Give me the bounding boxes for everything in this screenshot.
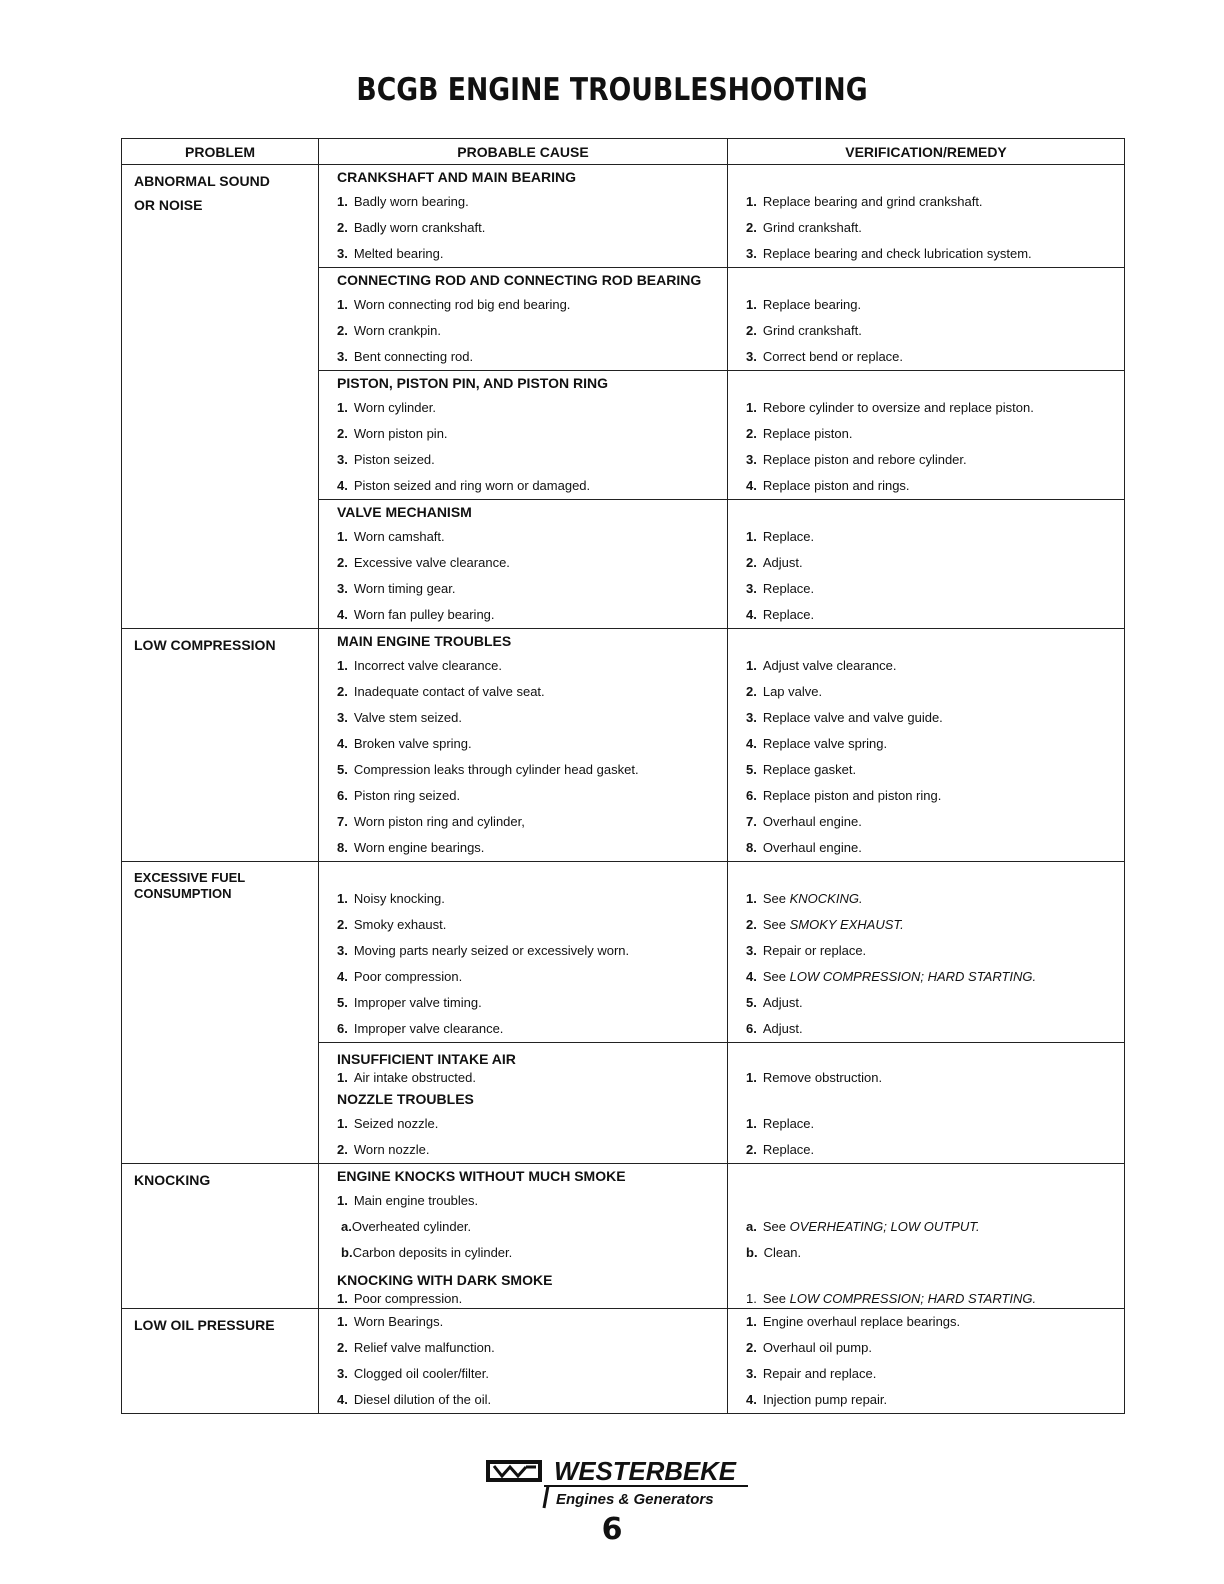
- page-title: BCGB ENGINE TROUBLESHOOTING: [356, 72, 868, 108]
- list-item: b.Carbon deposits in cylinder.: [341, 1245, 513, 1260]
- section-title: INSUFFICIENT INTAKE AIR: [337, 1051, 516, 1067]
- remedy-cell: [728, 1164, 1125, 1309]
- remedy-cell: [728, 629, 1125, 862]
- problem-text: EXCESSIVE FUEL: [134, 870, 246, 885]
- section-title: CONNECTING ROD AND CONNECTING ROD BEARING: [337, 272, 702, 288]
- list-item: 3. Repair or replace.: [746, 943, 867, 958]
- list-item: 1. Seized nozzle.: [337, 1116, 439, 1131]
- list-item: 2. See SMOKY EXHAUST.: [746, 917, 904, 932]
- cause-cell: [319, 268, 728, 371]
- list-item: 4. See LOW COMPRESSION; HARD STARTING.: [746, 969, 1037, 984]
- list-item: 1. Replace bearing and grind crankshaft.: [746, 194, 983, 209]
- list-item: 2. Grind crankshaft.: [746, 220, 862, 235]
- table-row: [122, 629, 1125, 862]
- problem-low-compression: LOW COMPRESSION: [134, 637, 276, 653]
- list-item: 3. Valve stem seized.: [337, 710, 462, 725]
- list-item: 3. Replace valve and valve guide.: [746, 710, 943, 725]
- table-row: [122, 165, 1125, 268]
- list-item: 5. Replace gasket.: [746, 762, 857, 777]
- header-cause: PROBABLE CAUSE: [319, 139, 728, 165]
- problem-cell: [122, 1309, 319, 1414]
- list-item: 4. Broken valve spring.: [337, 736, 472, 751]
- list-item: 8. Worn engine bearings.: [337, 840, 485, 855]
- list-item: 7. Overhaul engine.: [746, 814, 862, 829]
- table-row: [122, 862, 1125, 1043]
- cause-cell: [319, 371, 728, 500]
- problem-text: OR NOISE: [134, 197, 203, 213]
- problem-cell: [122, 629, 319, 862]
- problem-low-oil-pressure: LOW OIL PRESSURE: [134, 1317, 275, 1333]
- list-item: 2. Adjust.: [746, 555, 803, 570]
- list-item: 1. Worn connecting rod big end bearing.: [337, 297, 571, 312]
- section-title: MAIN ENGINE TROUBLES: [337, 633, 512, 649]
- list-item: 2. Excessive valve clearance.: [337, 555, 510, 570]
- list-item: 4. Replace piston and rings.: [746, 478, 910, 493]
- problem-text: CONSUMPTION: [134, 886, 232, 901]
- list-item: 5. Adjust.: [746, 995, 803, 1010]
- cause-cell: [319, 1043, 728, 1164]
- problem-knocking: KNOCKING: [134, 1172, 211, 1188]
- section-title: PISTON, PISTON PIN, AND PISTON RING: [337, 375, 608, 391]
- list-item: 1. Rebore cylinder to oversize and replace piston.: [746, 400, 1034, 415]
- section-title: NOZZLE TROUBLES: [337, 1091, 474, 1107]
- list-item: 1. Replace.: [746, 529, 815, 544]
- cause-cell: [319, 629, 728, 862]
- problem-cell: [122, 1164, 319, 1309]
- list-item: 2. Worn crankpin.: [337, 323, 442, 338]
- list-item: 2. Grind crankshaft.: [746, 323, 862, 338]
- list-item: 5. Compression leaks through cylinder head gasket.: [337, 762, 639, 777]
- list-item: a. See OVERHEATING; LOW OUTPUT.: [746, 1219, 980, 1234]
- list-item: 4. Piston seized and ring worn or damaged.: [337, 478, 591, 493]
- list-item: 4. Diesel dilution of the oil.: [337, 1392, 492, 1407]
- list-item: 3. Correct bend or replace.: [746, 349, 904, 364]
- list-item: 1. Remove obstruction.: [746, 1070, 883, 1085]
- list-item: 3. Moving parts nearly seized or excessively worn.: [337, 943, 630, 958]
- list-item: 1. Main engine troubles.: [337, 1193, 479, 1208]
- cause-cell: [319, 500, 728, 629]
- cause-cell: [319, 1309, 728, 1414]
- list-item: 3. Replace piston and rebore cylinder.: [746, 452, 967, 467]
- list-item: 4. Replace valve spring.: [746, 736, 888, 751]
- remedy-cell: [728, 500, 1125, 629]
- list-item: 6. Replace piston and piston ring.: [746, 788, 942, 803]
- list-item: 1. Engine overhaul replace bearings.: [746, 1314, 961, 1329]
- problem-excessive-fuel: [122, 862, 318, 902]
- remedy-cell: [728, 1043, 1125, 1164]
- list-item: 3. Melted bearing.: [337, 246, 444, 261]
- list-item: 2. Smoky exhaust.: [337, 917, 447, 932]
- list-item: 2. Worn piston pin.: [337, 426, 448, 441]
- list-item: b. Clean.: [746, 1245, 802, 1260]
- section-title: ENGINE KNOCKS WITHOUT MUCH SMOKE: [337, 1168, 626, 1184]
- westerbeke-logo: [486, 1456, 756, 1516]
- list-item: a.Overheated cylinder.: [341, 1219, 472, 1234]
- list-item: 2. Replace.: [746, 1142, 815, 1157]
- list-item: 4. Injection pump repair.: [746, 1392, 888, 1407]
- list-item: 3. Replace bearing and check lubrication system.: [746, 246, 1032, 261]
- table-header-row: [122, 139, 1125, 165]
- logo-tagline: Engines & Generators: [556, 1491, 714, 1508]
- list-item: 2. Inadequate contact of valve seat.: [337, 684, 545, 699]
- list-item: 1. Worn cylinder.: [337, 400, 436, 415]
- list-item: 2. Relief valve malfunction.: [337, 1340, 495, 1355]
- list-item: 5. Improper valve timing.: [337, 995, 482, 1010]
- section-title: CRANKSHAFT AND MAIN BEARING: [337, 169, 577, 185]
- cause-cell: [319, 1164, 728, 1309]
- list-item: 3. Replace.: [746, 581, 815, 596]
- troubleshooting-table: [121, 138, 1125, 1414]
- header-problem: PROBLEM: [122, 139, 319, 165]
- list-item: 2. Replace piston.: [746, 426, 853, 441]
- remedy-cell: [728, 268, 1125, 371]
- list-item: 2. Badly worn crankshaft.: [337, 220, 486, 235]
- list-item: 1. Replace.: [746, 1116, 815, 1131]
- list-item: 1. Poor compression.: [337, 1291, 463, 1306]
- remedy-cell: [728, 1309, 1125, 1414]
- list-item: 3. Worn timing gear.: [337, 581, 456, 596]
- list-item: 2. Overhaul oil pump.: [746, 1340, 872, 1355]
- list-item: 1. See KNOCKING.: [746, 891, 863, 906]
- problem-abnormal-sound: [122, 165, 318, 217]
- page-number: 6: [601, 1512, 623, 1547]
- list-item: 4. Replace.: [746, 607, 815, 622]
- list-item: 3. Bent connecting rod.: [337, 349, 474, 364]
- list-item: 4. Poor compression.: [337, 969, 463, 984]
- list-item: 1. Replace bearing.: [746, 297, 862, 312]
- list-item: 1. Air intake obstructed.: [337, 1070, 476, 1085]
- problem-cell: [122, 165, 319, 629]
- list-item: 8. Overhaul engine.: [746, 840, 862, 855]
- list-item: 3. Clogged oil cooler/filter.: [337, 1366, 489, 1381]
- section-title: VALVE MECHANISM: [337, 504, 472, 520]
- list-item: 2. Lap valve.: [746, 684, 823, 699]
- list-item: 1. Worn camshaft.: [337, 529, 445, 544]
- list-item: 1. Noisy knocking.: [337, 891, 445, 906]
- table-row: [122, 1309, 1125, 1414]
- list-item: 6. Piston ring seized.: [337, 788, 461, 803]
- list-item: 1. Badly worn bearing.: [337, 194, 469, 209]
- list-item: 6. Improper valve clearance.: [337, 1021, 504, 1036]
- list-item: 6. Adjust.: [746, 1021, 803, 1036]
- list-item: 1. Incorrect valve clearance.: [337, 658, 502, 673]
- list-item: 3. Repair and replace.: [746, 1366, 877, 1381]
- cause-cell: [319, 862, 728, 1043]
- list-item: 1. Adjust valve clearance.: [746, 658, 897, 673]
- list-item: 7. Worn piston ring and cylinder,: [337, 814, 525, 829]
- logo-brand: WESTERBEKE: [554, 1456, 737, 1486]
- list-item: 3. Piston seized.: [337, 452, 435, 467]
- cause-cell: [319, 165, 728, 268]
- list-item: 1. Worn Bearings.: [337, 1314, 444, 1329]
- westerbeke-logo-mark: [486, 1456, 756, 1516]
- list-item: 2. Worn nozzle.: [337, 1142, 430, 1157]
- remedy-cell: [728, 862, 1125, 1043]
- section-title: KNOCKING WITH DARK SMOKE: [337, 1272, 553, 1288]
- list-item: 1. See LOW COMPRESSION; HARD STARTING.: [746, 1291, 1037, 1306]
- problem-text: ABNORMAL SOUND: [134, 173, 270, 189]
- list-item: 4. Worn fan pulley bearing.: [337, 607, 495, 622]
- remedy-cell: [728, 165, 1125, 268]
- remedy-cell: [728, 371, 1125, 500]
- table-row: [122, 1164, 1125, 1309]
- problem-cell: [122, 862, 319, 1164]
- header-remedy: VERIFICATION/REMEDY: [728, 139, 1125, 165]
